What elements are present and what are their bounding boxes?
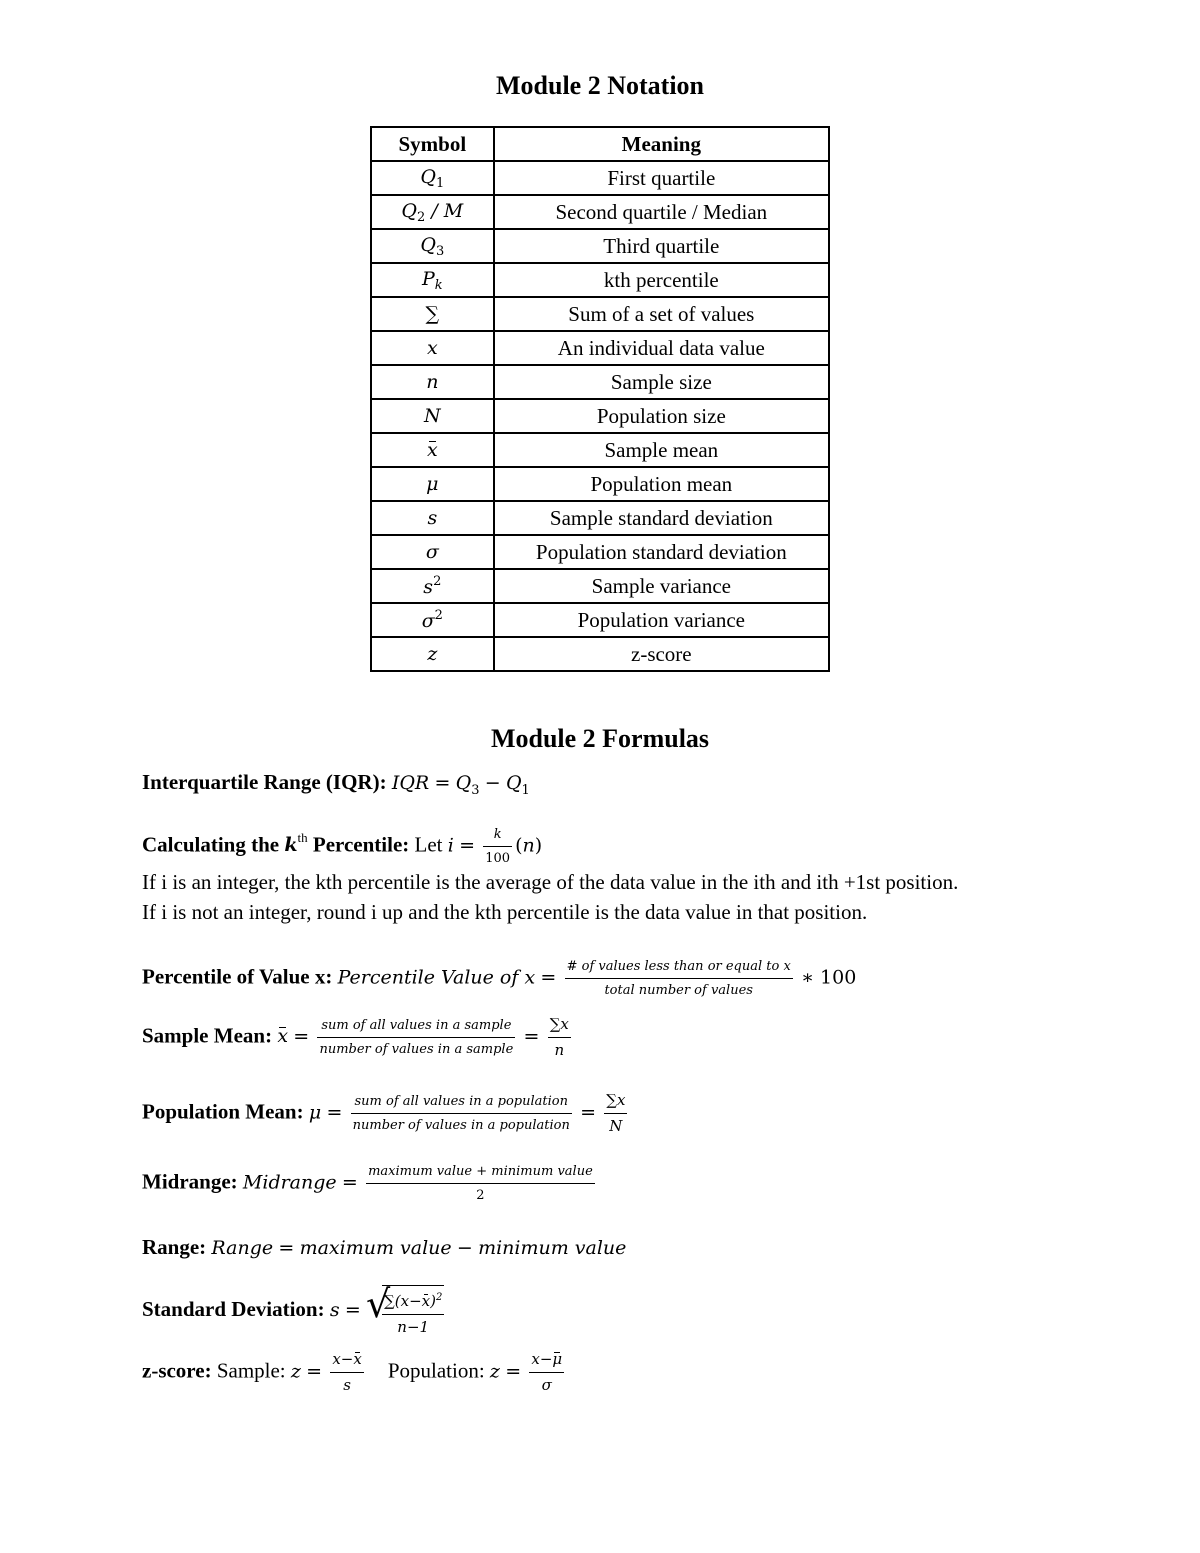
percentile-value-formula: Percentile of Value x: Percentile Value of x = $\frac{\text{\# of values less than or equal to x}}{\text{total number of values}}$ ∗ 100 <box>142 959 857 998</box>
table-row <box>371 331 829 365</box>
meaning-cell: Sample mean <box>494 433 829 467</box>
symbol-x: x <box>371 331 494 365</box>
meaning-cell: kth percentile <box>494 263 829 297</box>
percentile-formula: Calculating the $k^{th}$ Percentile: Let i = $\frac{k}{100}$ (n) <box>142 827 543 866</box>
symbol-q2-median: $Q_2$ / M <box>371 195 494 229</box>
symbol-sigma: σ <box>371 535 494 569</box>
population-mean-label: Population Mean: <box>142 1099 304 1124</box>
meaning-cell: Sample variance <box>494 569 829 603</box>
table-row <box>371 399 829 433</box>
table-row <box>371 603 829 637</box>
range-label: Range: <box>142 1235 207 1259</box>
meaning-cell: Second quartile / Median <box>494 195 829 229</box>
standard-deviation-formula: Standard Deviation: s = √ $\frac{\sum(x-x)^2}{n-1}$ <box>142 1282 443 1336</box>
table-row <box>371 297 829 331</box>
percentile-rule-non-integer: If i is not an integer, round i up and the kth percentile is the data value in that position. <box>142 900 868 924</box>
meaning-cell: Sample standard deviation <box>494 501 829 535</box>
sample-mean-formula: Sample Mean: x = $\frac{\text{sum of all values in a sample}}{\text{number of values in a sample}}$ = $\frac{\sum x}{n}$ <box>142 1015 569 1059</box>
midrange-formula: Midrange: Midrange = $\frac{\text{maximum value + minimum value}}{2}$ <box>142 1164 593 1203</box>
table-row <box>371 263 829 297</box>
notation-table <box>370 126 830 672</box>
range-formula: Range: Range = maximum value − minimum value <box>142 1235 627 1259</box>
percentile-value-label: Percentile of Value x: <box>142 964 333 989</box>
meaning-cell: Sample size <box>494 365 829 399</box>
symbol-s: s <box>371 501 494 535</box>
symbol-xbar: x <box>371 433 494 467</box>
iqr-label: Interquartile Range (IQR): <box>142 770 387 794</box>
table-row <box>371 365 829 399</box>
table-row <box>371 535 829 569</box>
meaning-cell: Population size <box>494 399 829 433</box>
symbol-z: z <box>371 637 494 671</box>
table-row <box>371 637 829 671</box>
table-header-row <box>371 127 829 161</box>
table-row <box>371 195 829 229</box>
symbol-q1: $Q_1$ <box>371 161 494 195</box>
symbol-mu: μ <box>371 467 494 501</box>
meaning-cell: An individual data value <box>494 331 829 365</box>
symbol-pk: $P_k$ <box>371 263 494 297</box>
table-row <box>371 569 829 603</box>
symbol-q3: $Q_3$ <box>371 229 494 263</box>
meaning-cell: Population mean <box>494 467 829 501</box>
meaning-cell: Sum of a set of values <box>494 297 829 331</box>
symbol-s-squared: $s^2$ <box>371 569 494 603</box>
table-row <box>371 229 829 263</box>
z-score-label: z-score: <box>142 1358 212 1383</box>
table-row <box>371 467 829 501</box>
meaning-cell: z-score <box>494 637 829 671</box>
iqr-formula: Interquartile Range (IQR): IQR = $Q_3 - Q_1$ <box>142 770 530 798</box>
formulas-title: Module 2 Formulas <box>490 724 710 753</box>
meaning-cell: Third quartile <box>494 229 829 263</box>
table-row <box>371 501 829 535</box>
meaning-cell: First quartile <box>494 161 829 195</box>
table-row <box>371 161 829 195</box>
symbol-header: Symbol <box>371 127 494 161</box>
midrange-label: Midrange: <box>142 1169 238 1194</box>
meaning-header: Meaning <box>494 127 829 161</box>
table-row <box>371 433 829 467</box>
sample-mean-label: Sample Mean: <box>142 1023 273 1048</box>
z-score-formula: z-score: Sample: z = $\frac{x-x}{s}$ Population: z = $\frac{x-\mu}{\sigma}$ <box>142 1350 563 1394</box>
percentile-rule-integer: If i is an integer, the kth percentile is the average of the data value in the ith and ith +1st position. <box>142 870 959 894</box>
symbol-n: n <box>371 365 494 399</box>
symbol-N: N <box>371 399 494 433</box>
meaning-cell: Population variance <box>494 603 829 637</box>
notation-title: Module 2 Notation <box>496 71 704 100</box>
symbol-sum: ∑ <box>371 297 494 331</box>
symbol-sigma-squared: $\sigma^2$ <box>371 603 494 637</box>
population-mean-formula: Population Mean: μ = $\frac{\text{sum of all values in a population}}{\text{number of values in a population}}$ = $\frac{\sum x}{N}$ <box>142 1091 626 1135</box>
standard-deviation-label: Standard Deviation: <box>142 1296 325 1321</box>
meaning-cell: Population standard deviation <box>494 535 829 569</box>
